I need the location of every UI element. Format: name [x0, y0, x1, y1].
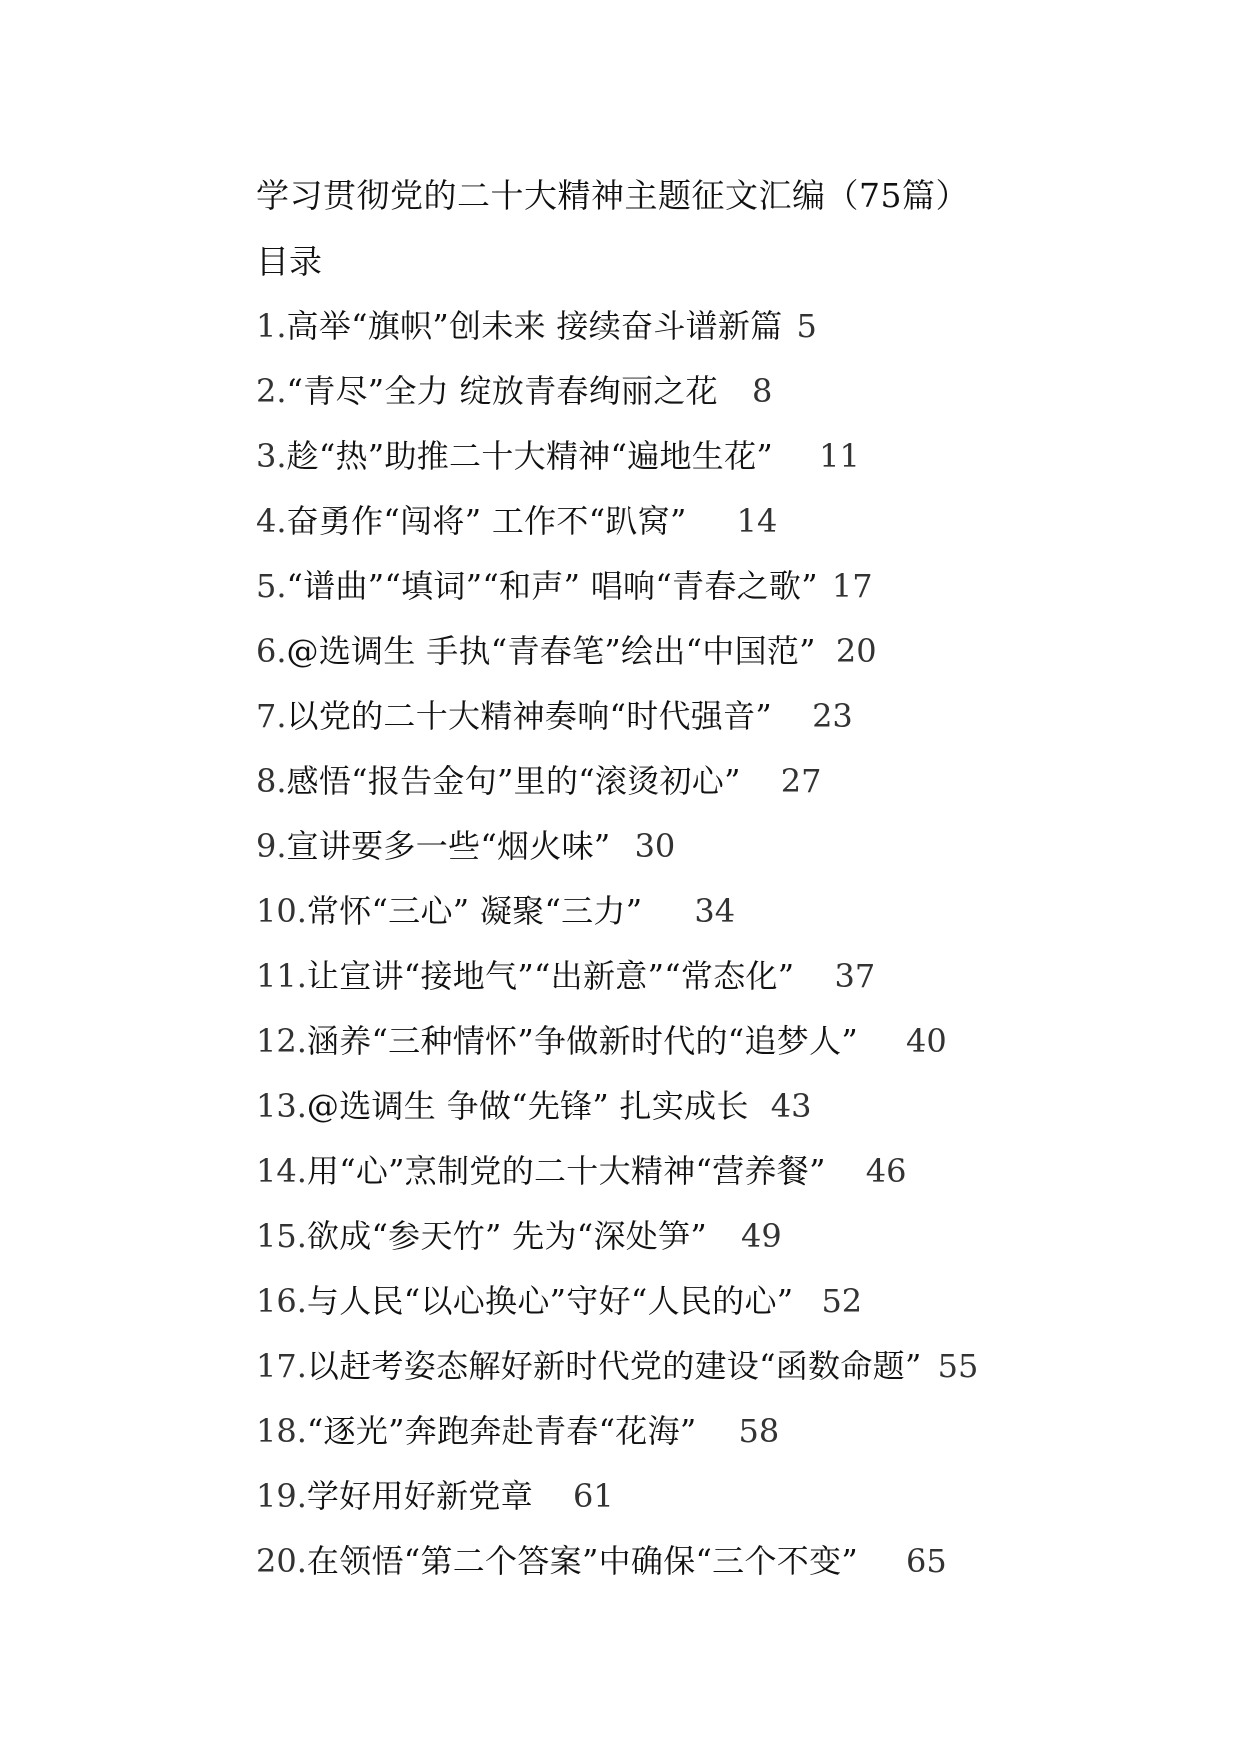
toc-entry [256, 887, 1156, 952]
toc-entry-page-number: 8 [751, 372, 773, 410]
toc-entry-page-number: 61 [573, 1477, 614, 1515]
toc-entry-page-number: 11 [819, 437, 860, 475]
toc-entry-number: 20. [256, 1542, 307, 1580]
toc-entry-number: 7. [256, 697, 287, 735]
toc-entry-number: 11. [256, 957, 307, 995]
toc-entry-title: @选调生 争做“先锋” 扎实成长 [306, 1087, 749, 1125]
toc-entry [256, 1407, 1156, 1472]
toc-heading: 目录 [256, 242, 322, 281]
toc-entry-page-number: 58 [738, 1412, 780, 1450]
toc-entry-number: 6. [256, 632, 287, 670]
toc-entry [256, 952, 1156, 1017]
toc-entry-title: 感悟“报告金句”里的“滚烫初心” [286, 762, 741, 800]
toc-entry-number: 17. [256, 1347, 307, 1385]
toc-entry-title: 用“心”烹制党的二十大精神“营养餐” [306, 1152, 826, 1190]
toc-entry-number: 12. [256, 1022, 307, 1060]
table-of-contents [256, 302, 1156, 1602]
toc-entry-number: 10. [256, 892, 307, 930]
toc-entry-page-number: 17 [831, 567, 873, 605]
toc-entry-number: 18. [256, 1412, 307, 1450]
toc-entry [256, 1082, 1156, 1147]
toc-entry-page-number: 40 [906, 1022, 947, 1060]
toc-entry-page-number: 46 [865, 1152, 907, 1190]
toc-entry [256, 497, 1156, 562]
toc-entry-number: 5. [256, 567, 287, 605]
toc-entry-number: 14. [256, 1152, 307, 1190]
toc-entry [256, 1342, 1156, 1407]
toc-entry [256, 432, 1156, 497]
toc-entry-title: 趁“热”助推二十大精神“遍地生花” [286, 437, 774, 475]
toc-entry-title: 学好用好新党章 [306, 1477, 533, 1515]
toc-entry-page-number: 43 [770, 1087, 812, 1125]
toc-entry-page-number: 27 [780, 762, 822, 800]
toc-entry [256, 1537, 1156, 1602]
toc-entry [256, 1277, 1156, 1342]
toc-entry [256, 367, 1156, 432]
toc-entry-number: 3. [256, 437, 287, 475]
toc-entry [256, 627, 1156, 692]
toc-entry-page-number: 52 [821, 1282, 863, 1320]
toc-entry-number: 13. [256, 1087, 307, 1125]
toc-entry-number: 19. [256, 1477, 307, 1515]
toc-entry-number: 8. [256, 762, 287, 800]
toc-entry-title: 在领悟“第二个答案”中确保“三个不变” [306, 1542, 859, 1580]
toc-entry-number: 16. [256, 1282, 307, 1320]
toc-entry-number: 4. [256, 502, 287, 540]
toc-entry-title: 常怀“三心” 凝聚“三力” [306, 892, 643, 930]
toc-entry [256, 562, 1156, 627]
toc-entry-title: 与人民“以心换心”守好“人民的心” [306, 1282, 794, 1320]
toc-entry-title: 欲成“参天竹” 先为“深处笋” [306, 1217, 708, 1255]
toc-entry-page-number: 49 [741, 1217, 782, 1255]
toc-entry-page-number: 34 [694, 892, 736, 930]
toc-entry [256, 1212, 1156, 1277]
toc-entry [256, 1147, 1156, 1212]
toc-entry-title: @选调生 手执“青春笔”绘出“中国范” [286, 632, 816, 670]
toc-entry-title: 宣讲要多一些“烟火味” [286, 827, 611, 865]
toc-entry-title: “青尽”全力 绽放青春绚丽之花 [286, 372, 718, 410]
toc-entry-title: 高举“旗帜”创未来 接续奋斗谱新篇 [286, 307, 783, 345]
toc-entry-title: 涵养“三种情怀”争做新时代的“追梦人” [306, 1022, 859, 1060]
toc-entry-title: 以党的二十大精神奏响“时代强音” [286, 697, 773, 735]
toc-entry-page-number: 55 [937, 1347, 979, 1385]
toc-entry [256, 822, 1156, 887]
toc-entry-page-number: 23 [812, 697, 853, 735]
toc-entry-page-number: 20 [835, 632, 877, 670]
toc-entry-title: 让宣讲“接地气”“出新意”“常态化” [306, 957, 795, 995]
toc-entry [256, 692, 1156, 757]
toc-entry [256, 1017, 1156, 1082]
toc-entry-number: 9. [256, 827, 287, 865]
toc-entry-number: 15. [256, 1217, 307, 1255]
toc-entry-page-number: 30 [634, 827, 676, 865]
toc-entry-page-number: 5 [796, 307, 817, 345]
toc-entry-page-number: 65 [906, 1542, 947, 1580]
toc-entry-number: 2. [256, 372, 287, 410]
toc-entry-title: “谱曲”“填词”“和声” 唱响“青春之歌” [286, 567, 818, 605]
toc-entry [256, 757, 1156, 822]
toc-entry [256, 1472, 1156, 1537]
toc-entry-number: 1. [256, 307, 287, 345]
toc-entry-title: 奋勇作“闯将” 工作不“趴窝” [286, 502, 687, 540]
toc-entry [256, 302, 1156, 367]
document-title: 学习贯彻党的二十大精神主题征文汇编（75篇） [256, 176, 969, 215]
toc-entry-title: 以赶考姿态解好新时代党的建设“函数命题” [306, 1347, 922, 1385]
toc-entry-page-number: 14 [736, 502, 778, 540]
toc-entry-title: “逐光”奔跑奔赴青春“花海” [306, 1412, 697, 1450]
toc-entry-page-number: 37 [834, 957, 876, 995]
